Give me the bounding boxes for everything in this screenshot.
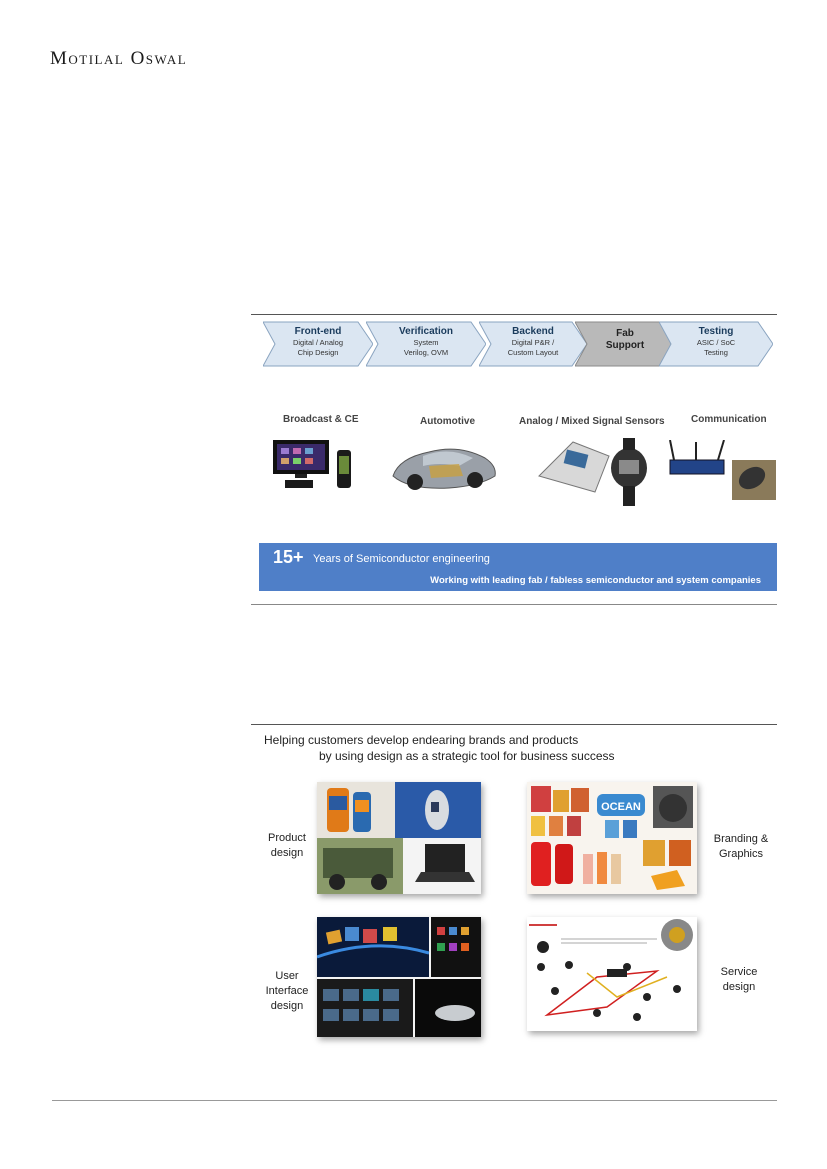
car-image: [389, 436, 501, 498]
step-title: Backend: [512, 326, 554, 337]
step-sub: Testing: [704, 348, 728, 357]
step-sub: Digital / Analog: [292, 338, 344, 347]
step-sub: ASIC / SoC: [696, 338, 736, 347]
step-title: Verification: [399, 326, 453, 337]
figure-top-rule: [251, 314, 777, 315]
category-broadcast: Broadcast & CE: [283, 414, 359, 425]
label-ui-design: [261, 969, 313, 1014]
branding-panel: [527, 782, 697, 894]
company-logo: Motilal Oswal: [50, 48, 188, 69]
design-services-figure: [251, 724, 777, 1056]
figure-heading-line2: by using design as a strategic tool for business success: [319, 749, 615, 763]
label-line: Product: [268, 832, 306, 844]
figure-top-rule: [251, 724, 777, 725]
label-line: Branding &: [713, 833, 769, 845]
footer-rule: [52, 1100, 777, 1101]
label-branding: [706, 832, 776, 862]
step-title: Front-end: [294, 326, 342, 337]
step-sub: Custom Layout: [507, 348, 559, 357]
experience-banner: [259, 543, 777, 591]
working-text: Working with leading fab / fabless semiconductor and system companies: [430, 575, 761, 586]
tv-device-image: [271, 436, 361, 496]
service-design-panel: [527, 917, 697, 1031]
step-title: Fab: [616, 328, 634, 339]
figure-bottom-rule: [251, 604, 777, 605]
router-dish-image: [666, 440, 778, 502]
label-line: Interface: [265, 985, 309, 997]
step-title: Testing: [698, 326, 734, 337]
label-line: User: [275, 970, 299, 982]
category-automotive: Automotive: [420, 416, 475, 427]
sensor-device-image: [533, 436, 651, 508]
ui-design-panel: [317, 917, 481, 1037]
years-text: Years of Semiconductor engineering: [313, 553, 490, 565]
label-line: design: [722, 981, 756, 993]
label-line: design: [270, 1000, 304, 1012]
product-design-panel: [317, 782, 481, 894]
label-line: Graphics: [718, 848, 764, 860]
semiconductor-figure: [251, 314, 777, 605]
label-line: Service: [720, 966, 758, 978]
step-sub: Chip Design: [297, 348, 339, 357]
step-sub: Support: [605, 340, 645, 351]
figure-heading-line1: Helping customers develop endearing brands and products: [264, 733, 579, 747]
label-line: design: [270, 847, 304, 859]
step-sub: System: [413, 338, 439, 347]
label-service-design: [709, 965, 769, 995]
label-product-design: [261, 831, 313, 861]
ocean-brand-text: OCEAN: [601, 801, 641, 813]
process-step-verification: [366, 320, 486, 368]
step-sub: Digital P&R /: [511, 338, 555, 347]
process-step-testing: [659, 320, 773, 368]
years-number: 15+: [273, 547, 304, 567]
category-sensors: Analog / Mixed Signal Sensors: [519, 416, 665, 427]
process-step-backend: [479, 320, 587, 368]
process-step-frontend: [263, 320, 373, 368]
category-communication: Communication: [691, 414, 767, 425]
step-sub: Verilog, OVM: [403, 348, 449, 357]
